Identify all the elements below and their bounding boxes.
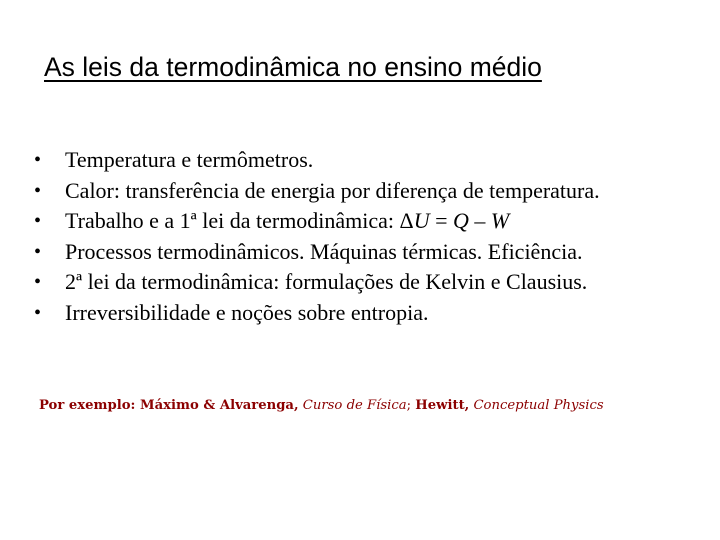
bullet-text: Processos termodinâmicos. Máquinas térmicas. Eficiência. [65, 238, 583, 264]
formula-equals: = [429, 208, 454, 233]
bullet-marker: • [34, 179, 42, 202]
formula-q: Q [453, 208, 469, 233]
formula-delta: Δ [399, 208, 414, 233]
bullet-text: Trabalho e a 1ª lei da termodinâmica: [65, 208, 400, 233]
reference-separator: ; [406, 398, 412, 413]
bullet-text: 2ª lei da termodinâmica: formulações de Kelvin e Clausius. [65, 269, 588, 294]
bullet-marker: • [34, 271, 42, 293]
bullet-text: Temperatura e termômetros. [65, 147, 314, 172]
bullet-text: Calor: transferência de energia por diferença de temperatura. [65, 177, 600, 203]
bullet-marker: • [34, 301, 42, 324]
reference-author-2: Hewitt, [415, 398, 470, 413]
formula-u: U [413, 208, 430, 233]
bullet-text-with-formula [65, 206, 509, 237]
slide-title: As leis da termodinâmica no ensino médio [44, 52, 542, 82]
reference-book-2: Conceptual Physics [473, 398, 604, 413]
reference-prefix: Por exemplo: Máximo & Alvarenga, [39, 398, 299, 413]
bullet-text: Irreversibilidade e noções sobre entropia. [65, 299, 429, 325]
bullet-marker: • [34, 149, 42, 171]
formula-w: W [490, 208, 510, 233]
reference-note [39, 398, 604, 413]
first-law-formula [400, 208, 510, 233]
bullet-marker: • [34, 240, 42, 263]
formula-minus: – [468, 208, 491, 233]
reference-book-1: Curso de Física [302, 398, 407, 413]
bullet-marker: • [34, 210, 42, 232]
